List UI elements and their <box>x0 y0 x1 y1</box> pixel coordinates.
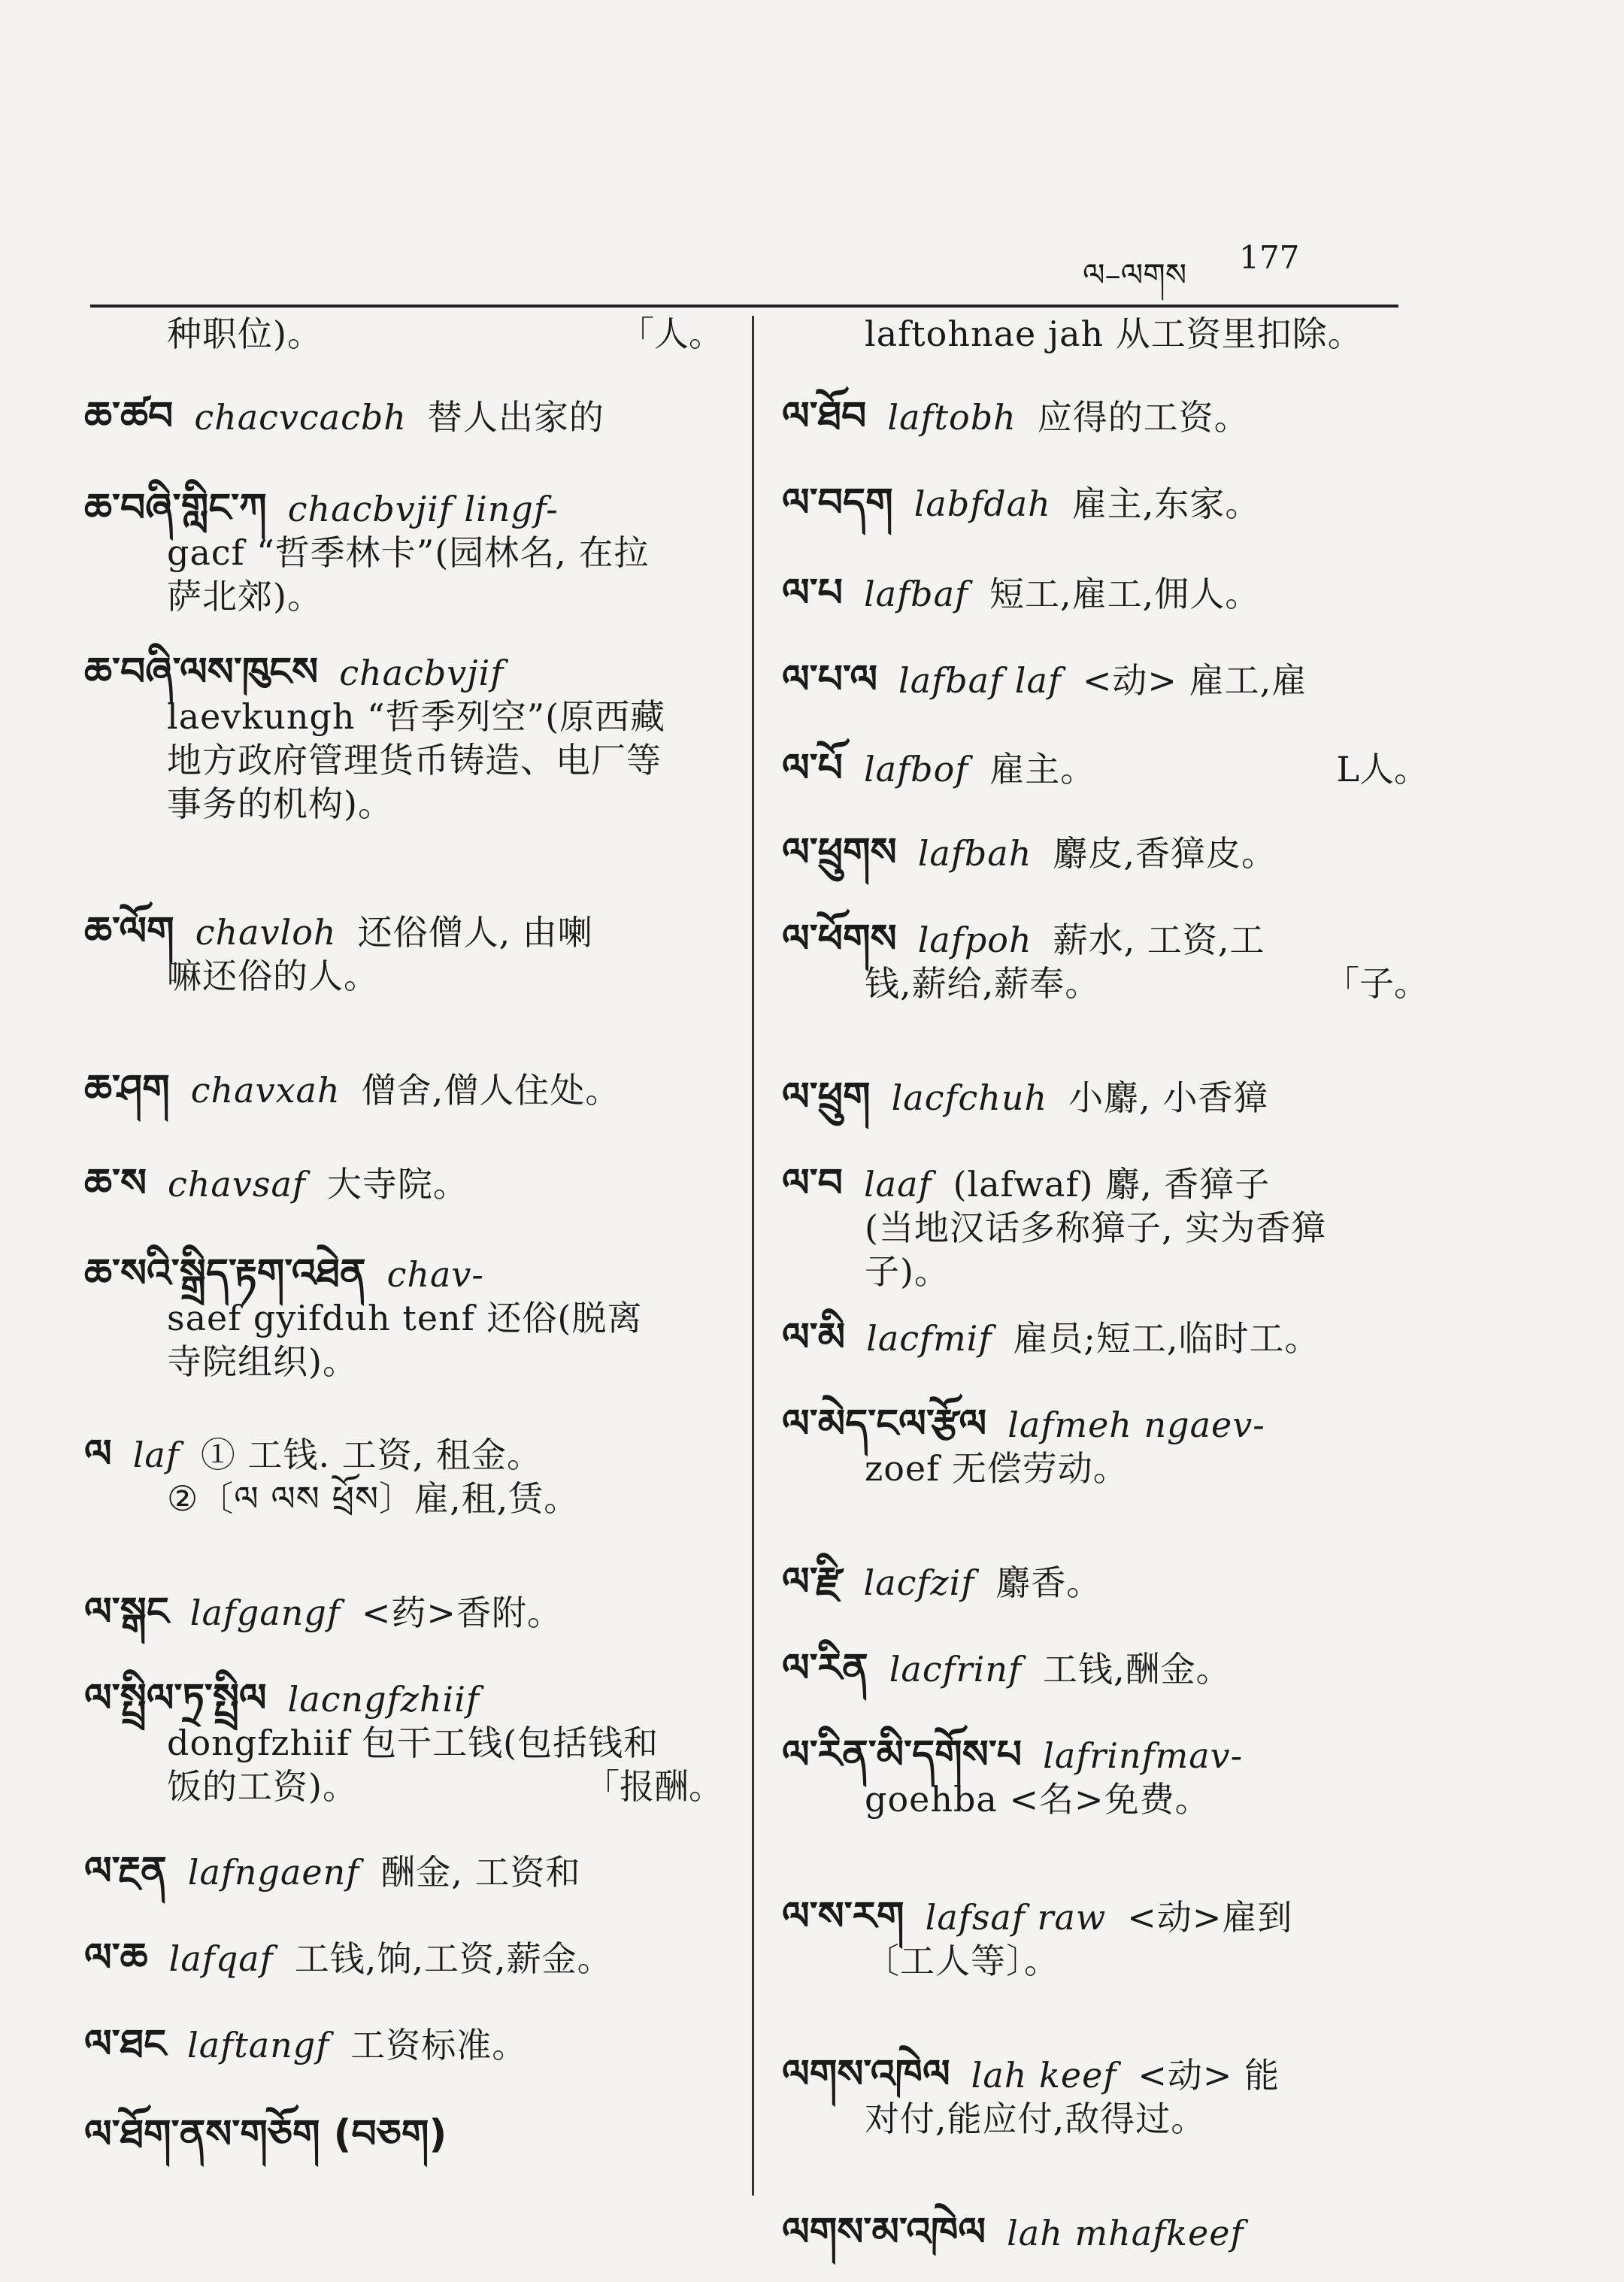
romanization: chav- <box>386 1254 484 1295</box>
definition: <动>雇到 <box>1127 1897 1293 1938</box>
continuation-text: 〔工人等〕。 <box>865 1941 1059 1981</box>
definition: 短工,雇工,佣人。 <box>989 574 1261 614</box>
entry-line <box>84 486 738 531</box>
dictionary-entry <box>782 312 1444 356</box>
dictionary-entry <box>84 1252 738 1383</box>
definition: 工资标准。 <box>350 2025 528 2065</box>
tibetan-headword: ལ་སྤྲིལ་ཏྲ་སྤྲིལ <box>84 1676 267 1721</box>
entry-line <box>782 1075 1444 1120</box>
tibetan-headword: ལ་རྫི <box>782 1559 843 1605</box>
definition: 应得的工资。 <box>1037 397 1250 438</box>
romanization: lafqaf <box>168 1938 274 1979</box>
definition: 工钱,酬金。 <box>1043 1649 1232 1690</box>
entry-line <box>84 1677 738 1721</box>
romanization: laaf <box>863 1164 932 1205</box>
continuation-text: 嘛还俗的人。 <box>167 956 379 996</box>
tibetan-headword: ཆ་ཚབ <box>84 394 174 439</box>
entry-line <box>782 395 1444 439</box>
dictionary-entry <box>782 2053 1444 2141</box>
tibetan-headword: ཆ་སའི་སྒྲིད་རྟག་འཐེན <box>84 1251 366 1296</box>
tibetan-headword: ལ་ས་རག <box>782 1894 904 1939</box>
tibetan-headword: ལ་སྒང <box>84 1590 169 1635</box>
tibetan-headword: ལ་བདག <box>782 480 893 526</box>
continuation-text: gacf “哲季林卡”(园林名, 在拉 <box>167 532 650 573</box>
dictionary-entry <box>782 395 1444 439</box>
romanization: lacfrinf <box>889 1649 1022 1690</box>
continuation-text: 饭的工资)。 <box>167 1766 358 1807</box>
continuation-text: 钱,薪给,薪奉。 <box>865 963 1101 1004</box>
tibetan-headword: ལ་པོ <box>782 746 843 791</box>
tibetan-headword: ལ་ཐོག་ནས་གཅོག (བཅག) <box>84 2112 447 2157</box>
continuation-text: dongfzhiif 包干工钱(包括钱和 <box>167 1723 659 1763</box>
tibetan-headword: ཆ་ས <box>84 1161 147 1206</box>
entry-line <box>84 531 738 574</box>
continuation-text: 地方政府管理货币铸造、电厂等 <box>167 740 662 780</box>
romanization: laftobh <box>887 397 1017 438</box>
page-number: 177 <box>1239 239 1300 276</box>
tibetan-headword: ཆ་བཞི་ལས་ཁུངས <box>84 650 319 695</box>
entry-line <box>782 962 1444 1005</box>
definition: 还俗僧人, 由喇 <box>357 912 593 953</box>
definition: 薪水, 工资,工 <box>1053 920 1265 960</box>
continuation-text: laftohnae jah 从工资里扣除。 <box>865 314 1363 354</box>
dictionary-entry <box>84 1068 738 1112</box>
romanization: lafsaf raw <box>925 1897 1107 1938</box>
entry-line <box>84 1432 738 1477</box>
dictionary-entry <box>84 1162 738 1206</box>
tibetan-headword: ལ་བ <box>782 1161 843 1206</box>
continuation-text: (当地汉话多称獐子, 实为香獐 <box>865 1208 1327 1248</box>
romanization: laf <box>132 1435 180 1475</box>
entry-line <box>782 1777 1444 1821</box>
romanization: lafrinfmav- <box>1043 1735 1244 1776</box>
dictionary-entry <box>84 312 738 356</box>
tibetan-headword: ལ་མེད་ངལ་རྩོལ <box>782 1402 987 1447</box>
entry-line <box>84 954 738 998</box>
romanization: lacngfzhiif <box>287 1679 480 1720</box>
definition: ① 工钱. 工资, 租金。 <box>200 1435 543 1475</box>
entry-line <box>782 1447 1444 1490</box>
dictionary-entry <box>84 395 738 439</box>
definition: 工钱,饷,工资,薪金。 <box>294 1938 613 1979</box>
entry-line <box>782 1895 1444 1939</box>
entry-line <box>84 395 738 439</box>
romanization: lah keef <box>971 2055 1117 2096</box>
dictionary-entry <box>782 1162 1444 1293</box>
dictionary-entry <box>782 831 1444 875</box>
romanization: laftangf <box>187 2025 330 2065</box>
tibetan-headword: ལ་ཕོགས <box>782 917 897 962</box>
continuation-text: 萨北郊)。 <box>167 576 323 617</box>
entry-line <box>782 481 1444 526</box>
entry-line <box>84 782 738 826</box>
entry-line <box>84 910 738 954</box>
column-divider <box>752 316 754 2196</box>
tibetan-headword: ལ་ཕྲུག <box>782 1074 871 1120</box>
entry-line <box>84 738 738 782</box>
dictionary-entry <box>782 571 1444 616</box>
entry-line <box>84 2113 738 2156</box>
romanization: lafngaenf <box>187 1852 360 1893</box>
tibetan-headword: ཆ་ཤག <box>84 1067 170 1112</box>
entry-line <box>84 1477 738 1520</box>
entry-line <box>782 2211 1444 2255</box>
continuation-text: zoef 无偿劳动。 <box>865 1448 1129 1489</box>
tibetan-headword: ཆ་ལོག <box>84 909 174 954</box>
overflow-note: 「人。 <box>620 314 723 354</box>
tibetan-headword: ལ་པ་ལ <box>782 657 878 702</box>
dictionary-entry <box>84 2023 738 2067</box>
entry-line <box>84 1162 738 1206</box>
header-rule <box>90 305 1398 308</box>
definition: <动> 能 <box>1138 2055 1280 2096</box>
tibetan-headword: ལ་ཕྲུགས <box>782 830 897 875</box>
overflow-note: 「报酬。 <box>585 1766 723 1807</box>
entry-line <box>84 2023 738 2067</box>
entry-line <box>84 1340 738 1383</box>
definition: 替人出家的 <box>427 397 604 438</box>
entry-line <box>84 1252 738 1296</box>
continuation-text: 寺院组织)。 <box>167 1341 358 1382</box>
romanization: lafbaf laf <box>898 660 1062 701</box>
dictionary-entry <box>782 1895 1444 1983</box>
romanization: lafmeh ngaev- <box>1007 1405 1265 1445</box>
entry-line <box>782 1250 1444 1293</box>
entry-line <box>782 312 1444 356</box>
dictionary-entry <box>84 486 738 618</box>
tibetan-headword: ལ་ཐང <box>84 2022 167 2067</box>
entry-line <box>84 1765 738 1808</box>
continuation-text: 种职位)。 <box>167 314 323 354</box>
entry-line <box>84 1936 738 1980</box>
entry-line <box>782 1733 1444 1777</box>
dictionary-entry <box>782 481 1444 526</box>
definition: 雇主。 <box>989 749 1096 789</box>
romanization: lafpoh <box>917 920 1032 960</box>
entry-line <box>84 1590 738 1635</box>
entry-line <box>84 650 738 695</box>
dictionary-entry <box>782 917 1444 1005</box>
definition: 大寺院。 <box>326 1164 468 1205</box>
dictionary-entry <box>782 1075 1444 1120</box>
entry-line <box>782 1162 1444 1206</box>
dictionary-entry <box>782 747 1444 791</box>
romanization: lafgangf <box>189 1593 341 1633</box>
entry-line <box>84 695 738 738</box>
dictionary-entry <box>782 2211 1444 2255</box>
entry-line <box>782 917 1444 962</box>
tibetan-headword: ལ་ཐོབ <box>782 394 867 439</box>
tibetan-headword: ལ་རྔན <box>84 1849 167 1894</box>
dictionary-entry <box>782 658 1444 702</box>
romanization: lacfmif <box>866 1318 992 1359</box>
romanization: lacfzif <box>863 1562 975 1603</box>
romanization: chavxah <box>190 1070 341 1111</box>
definition: 麝香。 <box>995 1562 1102 1603</box>
continuation-text: laevkungh “哲季列空”(原西藏 <box>167 696 666 737</box>
dictionary-entry <box>84 910 738 998</box>
entry-line <box>782 571 1444 616</box>
entry-line <box>84 1296 738 1340</box>
entry-line <box>782 1402 1444 1447</box>
tibetan-headword: ལ་རིན <box>782 1646 868 1691</box>
dictionary-entry <box>782 1402 1444 1490</box>
entry-line <box>782 658 1444 702</box>
romanization: lacfchuh <box>891 1077 1048 1118</box>
definition: 僧舍,僧人住处。 <box>361 1070 621 1111</box>
dictionary-entry <box>84 1677 738 1808</box>
definition: <动> 雇工,雇 <box>1082 660 1307 701</box>
dictionary-entry <box>84 1590 738 1635</box>
guide-words: ལ–ལགས <box>1083 256 1187 293</box>
romanization: chacbvjif <box>339 653 504 693</box>
tibetan-headword: ལགས་མ་འཁེལ <box>782 2210 986 2255</box>
definition: 麝皮,香獐皮。 <box>1053 833 1277 874</box>
entry-line <box>782 747 1444 791</box>
definition: <药>香附。 <box>361 1593 562 1633</box>
tibetan-headword: ལགས་འཁེལ <box>782 2052 950 2097</box>
dictionary-entry <box>782 1560 1444 1605</box>
continuation-text: 子)。 <box>865 1251 950 1292</box>
romanization: chavsaf <box>168 1164 306 1205</box>
definition: 雇主,东家。 <box>1071 483 1261 524</box>
definition: (lafwaf) 麝, 香獐子 <box>953 1164 1271 1205</box>
tibetan-headword: ཆ་བཞི་གླིང་ཀ <box>84 486 267 531</box>
entry-line <box>84 574 738 618</box>
entry-line <box>782 1560 1444 1605</box>
entry-line <box>782 2053 1444 2097</box>
entry-line <box>782 2097 1444 2141</box>
continuation-text: ②〔ལ ལས ཕྲོས〕雇,租,赁。 <box>167 1478 580 1519</box>
entry-line <box>84 312 738 356</box>
tibetan-headword: ལ <box>84 1432 112 1477</box>
tibetan-headword: ལ་ཆ <box>84 1935 148 1980</box>
definition: 酬金, 工资和 <box>380 1852 581 1893</box>
dictionary-entry <box>84 1850 738 1894</box>
tibetan-headword: ལ་རིན་མི་དགོས་པ <box>782 1732 1023 1777</box>
entry-line <box>84 1068 738 1112</box>
entry-line <box>782 1647 1444 1691</box>
dictionary-entry <box>782 1647 1444 1691</box>
continuation-text: saef gyifduh tenf 还俗(脱离 <box>167 1298 643 1338</box>
romanization: lah mhafkeef <box>1007 2213 1244 2253</box>
definition: 小麝, 小香獐 <box>1068 1077 1269 1118</box>
entry-line <box>782 1206 1444 1250</box>
continuation-text: 对付,能应付,敌得过。 <box>865 2099 1207 2139</box>
dictionary-entry <box>84 1432 738 1520</box>
continuation-text: 事务的机构)。 <box>167 783 393 824</box>
dictionary-entry <box>84 1936 738 1980</box>
entry-line <box>84 1721 738 1765</box>
dictionary-entry <box>84 650 738 826</box>
overflow-note: L人。 <box>1336 749 1429 789</box>
dictionary-entry <box>782 1316 1444 1360</box>
romanization: chavloh <box>195 912 337 953</box>
entry-line <box>782 1316 1444 1360</box>
definition: 雇员;短工,临时工。 <box>1013 1318 1320 1359</box>
overflow-note: 「子。 <box>1325 963 1429 1004</box>
dictionary-entry <box>782 1733 1444 1821</box>
romanization: lafbof <box>863 749 969 789</box>
romanization: lafbaf <box>863 574 969 614</box>
romanization: chacbvjif lingf- <box>287 489 559 529</box>
romanization: labfdah <box>914 483 1051 524</box>
entry-line <box>782 1939 1444 1983</box>
tibetan-headword: ལ་མི <box>782 1315 846 1360</box>
romanization: lafbah <box>917 833 1032 874</box>
entry-line <box>84 1850 738 1894</box>
tibetan-headword: ལ་པ <box>782 571 843 616</box>
entry-line <box>782 831 1444 875</box>
romanization: chacvcacbh <box>194 397 407 438</box>
continuation-text: goehba <名>免费。 <box>865 1779 1210 1820</box>
dictionary-entry <box>84 2113 738 2156</box>
